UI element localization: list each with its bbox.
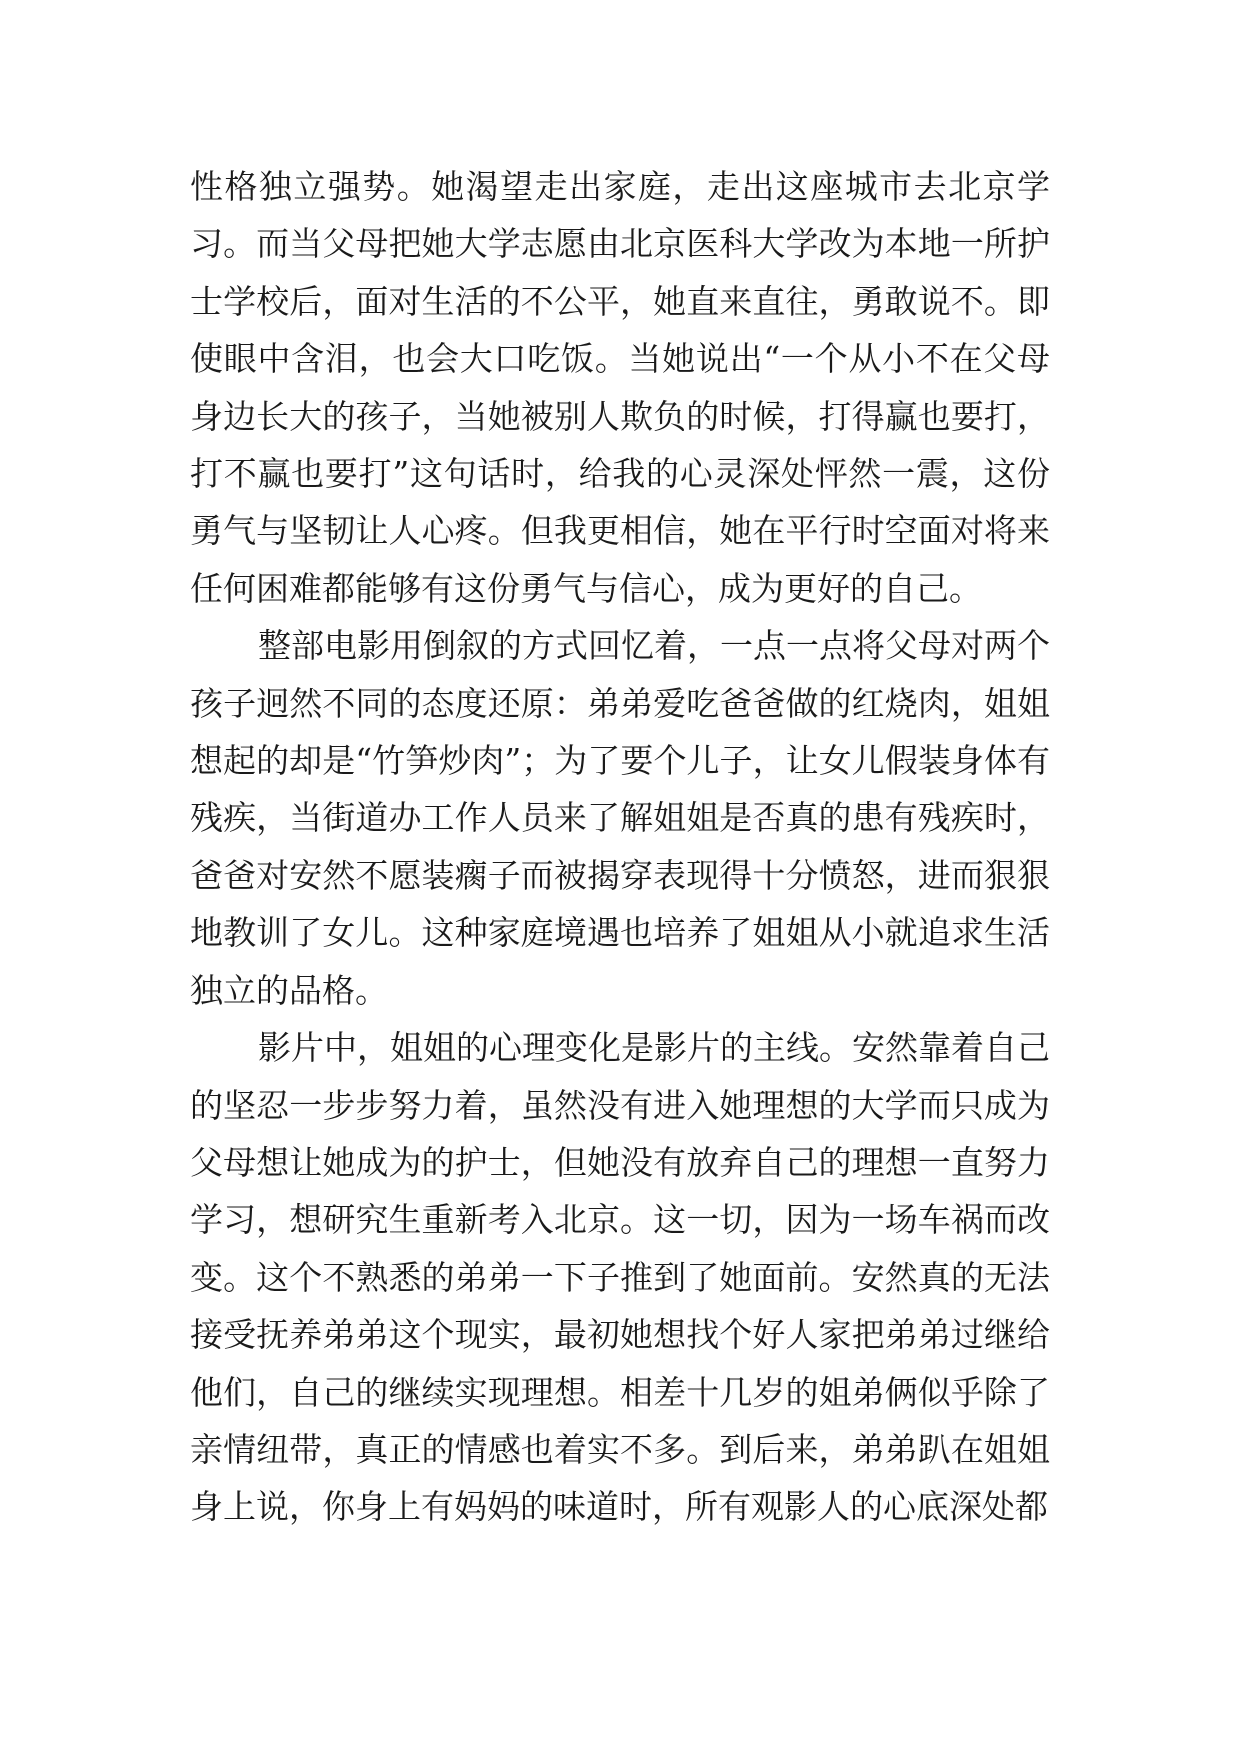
paragraph-2: 整部电影用倒叙的方式回忆着，一点一点将父母对两个孩子迥然不同的态度还原：弟弟爱吃爸爸做的红烧肉，姐姐想起的却是“竹笋炒肉”；为了要个儿子，让女儿假装身体有残疾，当街道办工作人员来了解姐姐是否真的患有残疾时，爸爸对安然不愿装瘸子而被揭穿表现得十分愤怒，进而狠狠地教训了女儿。这种家庭境遇也培养了姐姐从小就追求生活独立的品格。 [190,626,1050,1010]
paragraph-3: 影片中，姐姐的心理变化是影片的主线。安然靠着自己的坚忍一步步努力着，虽然没有进入她理想的大学而只成为父母想让她成为的护士，但她没有放弃自己的理想一直努力学习，想研究生重新考入北京。这一切，因为一场车祸而改变。这个不熟悉的弟弟一下子推到了她面前。安然真的无法接受抚养弟弟这个现实，最初她想找个好人家把弟弟过继给他们，自己的继续实现理想。相差十几岁的姐弟俩似乎除了亲情纽带，真正的情感也着实不多。到后来，弟弟趴在姐姐身上说，你身上有妈妈的味道时，所有观影人的心底深处都 [190,1028,1050,1527]
document-body [190,158,1050,1536]
paragraph-1: 性格独立强势。她渴望走出家庭，走出这座城市去北京学习。而当父母把她大学志愿由北京医科大学改为本地一所护士学校后，面对生活的不公平，她直来直往，勇敢说不。即使眼中含泪，也会大口吃饭。当她说出“一个从小不在父母身边长大的孩子，当她被别人欺负的时候，打得赢也要打，打不赢也要打”这句话时，给我的心灵深处怦然一震，这份勇气与坚韧让人心疼。但我更相信，她在平行时空面对将来任何困难都能够有这份勇气与信心，成为更好的自己。 [190,167,1050,608]
